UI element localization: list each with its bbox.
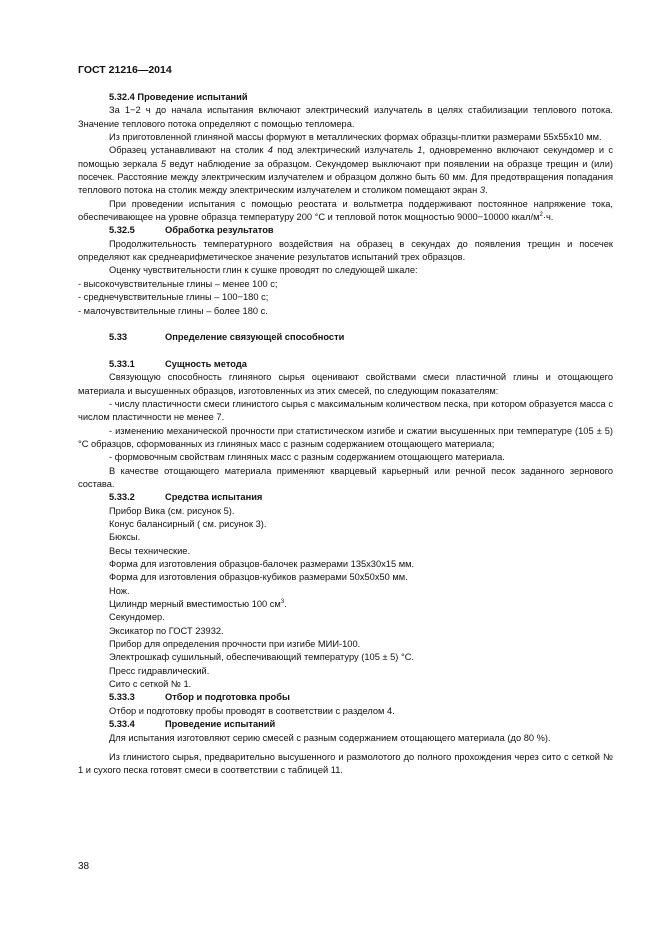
paragraph: Оценку чувствительности глин к сушке проводят по следующей шкале:: [109, 265, 418, 276]
text-run: , одновременно включают секундомер и с помощью зеркала: [78, 145, 613, 169]
spacer: [78, 318, 613, 331]
paragraph: - числу пластичности смеси глинистого сырья с максимальным количеством песка, при котором образуется масса с числом пластичности не менее 7.: [78, 398, 613, 423]
section-title: Определение связующей способности: [165, 332, 345, 343]
section-heading-5-32-5: [78, 224, 613, 237]
equipment-item: Секундомер.: [109, 612, 165, 623]
paragraph: - изменению механической прочности при статистическом изгибе и сжатии высушенных при температуре (105 ± 5) °С образцов, сформованных из глиняных масс с разным содержанием отощающего материала;: [78, 425, 613, 449]
document-body: [78, 91, 613, 778]
section-number: 5.33.2: [109, 492, 135, 503]
spacer: [78, 345, 613, 358]
section-number: 5.33.3: [109, 692, 135, 703]
paragraph: Связующую способность глиняного сырья оценивают свойствами смеси пластичной глины и отощающего материала и высушенных образцов, изготовленных из этих смесей, по следующим показателям:: [78, 372, 613, 396]
item-ref: 5: [160, 158, 167, 169]
equipment-item: Прибор Вика (см. рисунок 5).: [109, 505, 235, 516]
text-run: под электрический излучатель: [272, 145, 418, 156]
paragraph: Продолжительность температурного воздействия на образец в секундах до появления трещин и посечек определяют как среднеарифметическое значение результатов испытаний трех образцов.: [78, 238, 613, 263]
equipment-item: Бюксы.: [109, 532, 141, 543]
section-title: Средства испытания: [165, 492, 263, 503]
equipment-item: Пресс гидравлический.: [109, 665, 210, 676]
equipment-item: Весы технические.: [109, 545, 191, 556]
text-run: ·ч.: [542, 212, 554, 223]
paragraph: За 1−2 ч до начала испытания включают электрический излучатель в целях стабилизации теплового потока. Значение теплового потока определяют с помощью тепломера.: [78, 105, 613, 129]
section-number: 5.33: [109, 332, 128, 343]
equipment-item: Эксикатор по ГОСТ 23932.: [109, 625, 224, 636]
section-heading-5-33-2: [78, 491, 613, 504]
equipment-item: Форма для изготовления образцов-балочек размерами 135х30х15 мм.: [109, 559, 415, 570]
equipment-item: Прибор для определения прочности при изгибе МИИ-100.: [109, 639, 361, 650]
item-ref: 4: [267, 145, 273, 156]
section-number: 5.32.5: [109, 225, 135, 236]
paragraph: Из приготовленной глиняной массы формуют в металлических формах образцы-плитки размерами 55х55х10 мм.: [109, 132, 602, 143]
document-header: ГОСТ 21216—2014: [78, 64, 172, 76]
equipment-item: Электрошкаф сушильный, обеспечивающий температуру (105 ± 5) °С.: [109, 652, 415, 663]
equipment-item: Нож.: [109, 585, 130, 596]
text-run: ведут наблюдение за образцом. Секундомер выключают при появлении на образце трещин и (или) посечек. Расстояние между электрическим излучателем и образцом должно быть 60 мм. Для предотвращения попадания теплового потока на столик между электрическим излучателем и столиком помещают экран: [78, 158, 613, 196]
text-run: .: [484, 185, 488, 196]
section-heading-5-33-4: [78, 718, 613, 731]
list-item: - среднечувствительные глины – 100−180 с;: [78, 292, 269, 303]
list-item: - высокочувствительные глины – менее 100 с;: [78, 278, 278, 289]
equipment-item: [78, 598, 613, 611]
item-ref: 1: [417, 145, 423, 156]
section-heading-5-32-4: 5.32.4 Проведение испытаний: [109, 92, 248, 102]
section-number: 5.33.4: [109, 719, 135, 730]
paragraph: Отбор и подготовку пробы проводят в соответствии с разделом 4.: [109, 705, 395, 716]
paragraph: - формовочным свойствам глиняных масс с разным содержанием отощающего материала.: [109, 452, 505, 463]
page-number: 38: [78, 861, 90, 872]
text-run: При проведении испытания с помощью реостата и вольтметра поддерживают постоянное напряжение тока, обеспечивающее на уровне образца температуру 200 °С и тепловой поток мощностью 9000−10000 ккал/м: [78, 198, 613, 223]
paragraph: Из глинистого сырья, предварительно высушенного и размолотого до полного прохождения через сито с сеткой № 1 и сухого песка готовят смеси в соответствии с таблицей 11.: [78, 751, 613, 776]
section-heading-5-33: [78, 331, 613, 344]
section-title: Отбор и подготовка пробы: [165, 692, 290, 703]
text-run: .: [284, 599, 287, 610]
paragraph: [78, 198, 613, 225]
text-run: Образец устанавливают на столик: [109, 145, 268, 156]
equipment-item: Сито с сеткой № 1.: [109, 679, 192, 690]
equipment-item: Конус балансирный ( см. рисунок 3).: [109, 519, 267, 529]
superscript: 2: [539, 212, 543, 218]
section-heading-5-33-1: [78, 358, 613, 371]
section-heading-5-33-3: [78, 691, 613, 704]
equipment-item: Форма для изготовления образцов-кубиков размерами 50х50х50 мм.: [109, 572, 408, 583]
section-number: 5.33.1: [109, 358, 135, 369]
list-item: - малочувствительные глины – более 180 с.: [78, 305, 268, 316]
paragraph: [78, 144, 613, 197]
item-ref: 3: [479, 185, 485, 196]
section-title: Сущность метода: [165, 358, 247, 369]
paragraph: В качестве отощающего материала применяют кварцевый карьерный или речной песок заданного зернового состава.: [78, 465, 613, 489]
section-title: Обработка результатов: [165, 225, 274, 236]
paragraph: Для испытания изготовляют серию смесей с разным содержанием отощающего материала (до 80 %).: [109, 732, 551, 743]
text-run: Цилиндр мерный вместимостью 100 см: [109, 599, 281, 610]
section-title: Проведение испытаний: [165, 719, 276, 730]
superscript: 3: [280, 598, 285, 605]
